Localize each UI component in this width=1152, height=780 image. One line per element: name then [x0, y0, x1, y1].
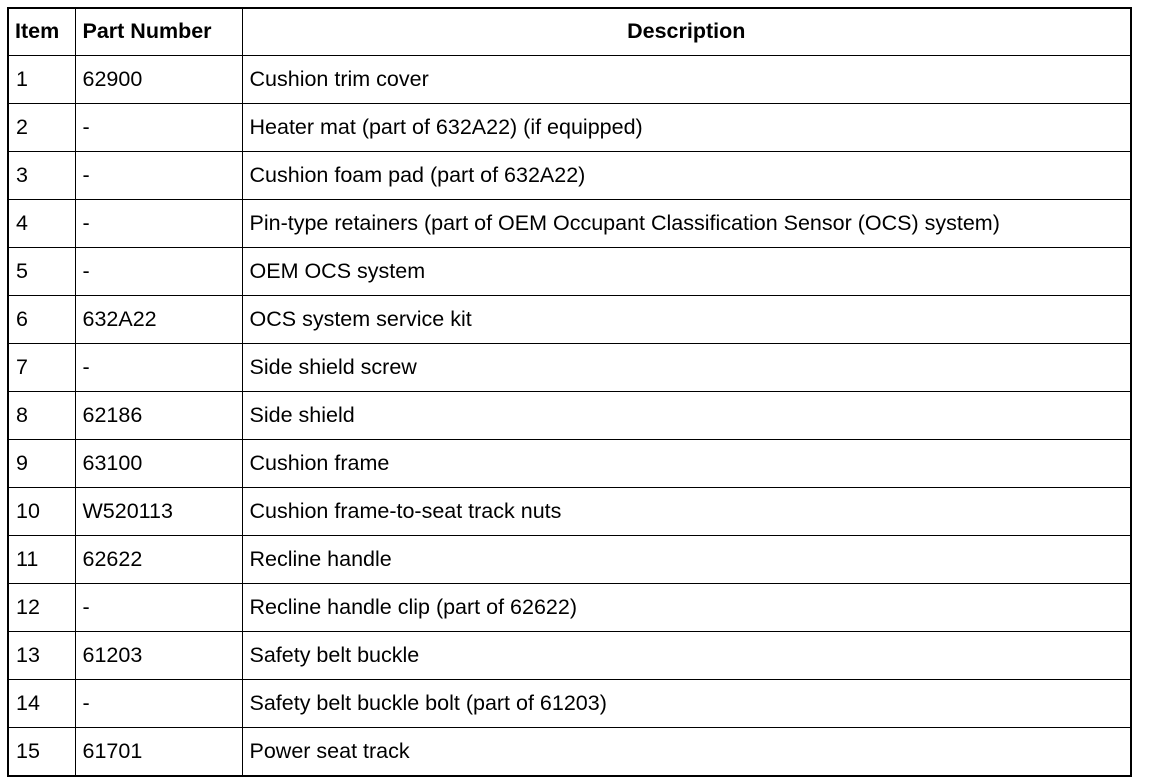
- table-row: [8, 680, 1131, 728]
- table-row: [8, 536, 1131, 584]
- item-cell: 12: [8, 584, 75, 632]
- description-cell: Cushion frame-to-seat track nuts: [242, 488, 1131, 536]
- parts-table: [7, 7, 1132, 777]
- item-cell: 14: [8, 680, 75, 728]
- table-row: [8, 632, 1131, 680]
- description-cell: Pin-type retainers (part of OEM Occupant Classification Sensor (OCS) system): [242, 200, 1131, 248]
- description-cell: OCS system service kit: [242, 296, 1131, 344]
- description-cell: Power seat track: [242, 728, 1131, 777]
- part-number-cell: -: [75, 152, 242, 200]
- item-cell: 11: [8, 536, 75, 584]
- part-number-cell: 62622: [75, 536, 242, 584]
- part-number-cell: -: [75, 584, 242, 632]
- item-cell: 8: [8, 392, 75, 440]
- part-number-cell: W520113: [75, 488, 242, 536]
- item-cell: 13: [8, 632, 75, 680]
- description-cell: Side shield: [242, 392, 1131, 440]
- part-number-cell: 62900: [75, 56, 242, 104]
- header-description: Description: [242, 8, 1131, 56]
- table-row: [8, 728, 1131, 777]
- item-cell: 6: [8, 296, 75, 344]
- description-cell: Cushion foam pad (part of 632A22): [242, 152, 1131, 200]
- description-cell: OEM OCS system: [242, 248, 1131, 296]
- description-cell: Recline handle: [242, 536, 1131, 584]
- table-row: [8, 344, 1131, 392]
- part-number-cell: 62186: [75, 392, 242, 440]
- description-cell: Safety belt buckle: [242, 632, 1131, 680]
- item-cell: 10: [8, 488, 75, 536]
- item-cell: 2: [8, 104, 75, 152]
- header-row: [8, 8, 1131, 56]
- description-cell: Safety belt buckle bolt (part of 61203): [242, 680, 1131, 728]
- table-body: [8, 56, 1131, 777]
- item-cell: 4: [8, 200, 75, 248]
- item-cell: 7: [8, 344, 75, 392]
- item-cell: 3: [8, 152, 75, 200]
- table-row: [8, 152, 1131, 200]
- item-cell: 15: [8, 728, 75, 777]
- description-cell: Cushion frame: [242, 440, 1131, 488]
- part-number-cell: -: [75, 680, 242, 728]
- header-part-number: Part Number: [75, 8, 242, 56]
- table-row: [8, 440, 1131, 488]
- table-header: [8, 8, 1131, 56]
- description-cell: Cushion trim cover: [242, 56, 1131, 104]
- description-cell: Side shield screw: [242, 344, 1131, 392]
- part-number-cell: -: [75, 104, 242, 152]
- part-number-cell: 632A22: [75, 296, 242, 344]
- item-cell: 1: [8, 56, 75, 104]
- part-number-cell: 63100: [75, 440, 242, 488]
- part-number-cell: -: [75, 200, 242, 248]
- part-number-cell: -: [75, 344, 242, 392]
- table-row: [8, 104, 1131, 152]
- table-row: [8, 200, 1131, 248]
- table-row: [8, 56, 1131, 104]
- description-cell: Recline handle clip (part of 62622): [242, 584, 1131, 632]
- description-cell: Heater mat (part of 632A22) (if equipped): [242, 104, 1131, 152]
- table-row: [8, 296, 1131, 344]
- item-cell: 9: [8, 440, 75, 488]
- part-number-cell: 61701: [75, 728, 242, 777]
- table-row: [8, 584, 1131, 632]
- header-item: Item: [8, 8, 75, 56]
- table-row: [8, 488, 1131, 536]
- part-number-cell: 61203: [75, 632, 242, 680]
- table-row: [8, 248, 1131, 296]
- item-cell: 5: [8, 248, 75, 296]
- table-row: [8, 392, 1131, 440]
- part-number-cell: -: [75, 248, 242, 296]
